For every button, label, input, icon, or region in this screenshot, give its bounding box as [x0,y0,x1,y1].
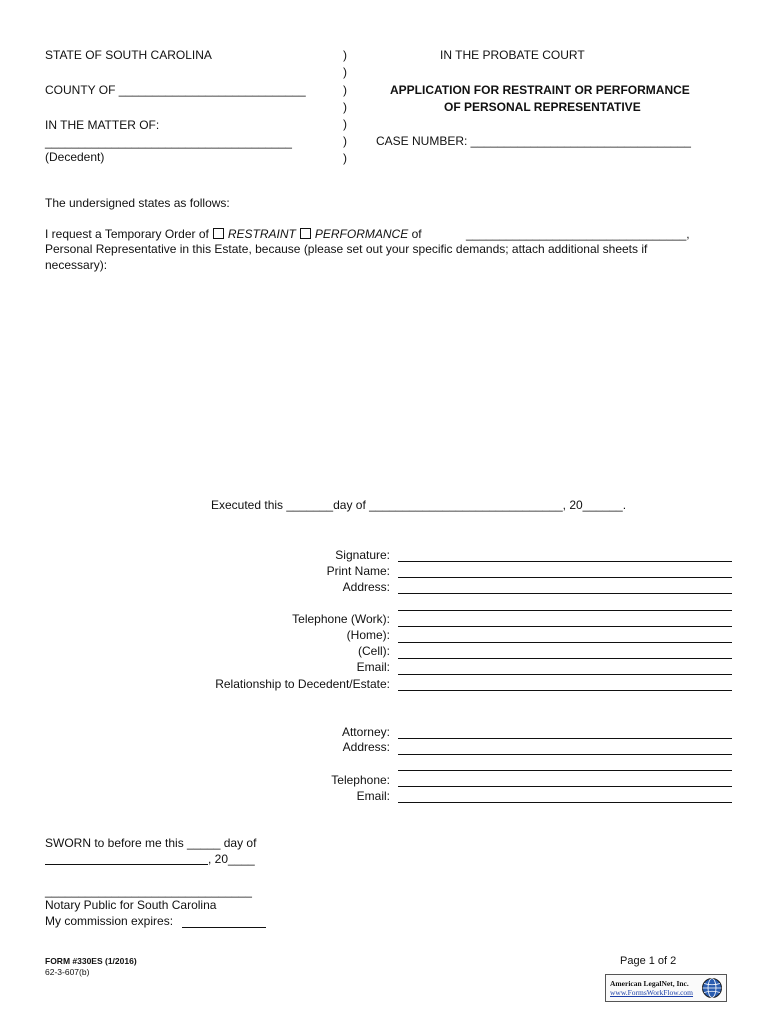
telephone-cell-field[interactable] [398,658,732,659]
decedent-label: (Decedent) [45,150,105,164]
attorney-address-label: Address: [342,740,390,754]
request-reason-line-end: necessary): [45,258,108,272]
address-label: Address: [342,580,390,594]
bracket-paren: ) [343,83,347,97]
commission-expires-label: My commission expires: [45,914,174,928]
print-name-label: Print Name: [326,564,390,578]
email-field[interactable] [398,674,732,675]
form-title-line1: APPLICATION FOR RESTRAINT OR PERFORMANCE [390,83,690,97]
attorney-address-field-line2[interactable] [398,770,732,771]
decedent-name-field[interactable]: _____________________________________ [45,135,292,149]
representative-name-field[interactable]: _________________________________, [466,227,690,241]
telephone-cell-label: (Cell): [358,644,390,658]
sworn-year-field[interactable]: , 20____ [208,852,255,866]
bracket-paren: ) [343,117,347,131]
signature-field[interactable] [398,561,732,562]
county-field[interactable]: COUNTY OF ____________________________ [45,83,306,97]
logo-website-link[interactable]: www.FormsWorkFlow.com [610,988,694,997]
notary-title: Notary Public for South Carolina [45,898,217,912]
restraint-label: RESTRAINT [227,227,296,241]
relationship-label: Relationship to Decedent/Estate: [215,677,390,691]
notary-signature-field[interactable]: _______________________________ [45,884,252,898]
globe-icon [701,977,723,999]
request-prefix: I request a Temporary Order of [45,227,209,241]
telephone-home-label: (Home): [346,628,390,642]
telephone-home-field[interactable] [398,642,732,643]
email-label: Email: [356,660,390,674]
request-reason-line: Personal Representative in this Estate, because (please set out your specific demands; attach additional sheets if [45,242,648,256]
relationship-field[interactable] [398,690,732,691]
form-title-line2: OF PERSONAL REPRESENTATIVE [444,100,641,114]
print-name-field[interactable] [398,577,732,578]
attorney-label: Attorney: [341,725,390,739]
demands-text-area[interactable] [45,280,725,480]
of-label: of [411,227,422,241]
telephone-work-field[interactable] [398,626,732,627]
performance-checkbox[interactable] [300,228,311,239]
state-heading: STATE OF SOUTH CAROLINA [45,48,212,62]
logo-company-name: American LegalNet, Inc. [610,979,689,988]
sworn-line[interactable]: SWORN to before me this _____ day of [45,836,257,850]
american-legalnet-logo[interactable] [605,974,727,1002]
bracket-paren: ) [343,151,347,165]
page-number: Page 1 of 2 [620,955,677,967]
performance-label: PERFORMANCE [314,227,409,241]
telephone-work-label: Telephone (Work): [292,612,390,626]
attorney-email-field[interactable] [398,802,732,803]
in-the-matter-label: IN THE MATTER OF: [45,118,160,132]
case-number-field[interactable]: CASE NUMBER: _________________________________ [376,134,691,148]
address-field-line2[interactable] [398,610,732,611]
attorney-field[interactable] [398,738,732,739]
statement-intro: The undersigned states as follows: [45,196,230,210]
signature-label: Signature: [335,548,390,562]
commission-expires-field[interactable] [182,927,266,928]
attorney-telephone-label: Telephone: [331,773,390,787]
form-number: FORM #330ES (1/2016) [45,956,137,966]
executed-date-line[interactable]: Executed this _______day of _____________________________, 20______. [211,498,627,512]
attorney-email-label: Email: [356,789,390,803]
bracket-paren: ) [343,65,347,79]
court-heading: IN THE PROBATE COURT [440,48,585,62]
attorney-telephone-field[interactable] [398,786,732,787]
sworn-month-field[interactable] [45,864,208,865]
attorney-address-field[interactable] [398,754,732,755]
statute-code: 62-3-607(b) [45,967,90,977]
bracket-paren: ) [343,134,347,148]
request-line [45,227,422,241]
bracket-paren: ) [343,100,347,114]
restraint-checkbox[interactable] [213,228,224,239]
bracket-paren: ) [343,48,347,62]
address-field[interactable] [398,593,732,594]
